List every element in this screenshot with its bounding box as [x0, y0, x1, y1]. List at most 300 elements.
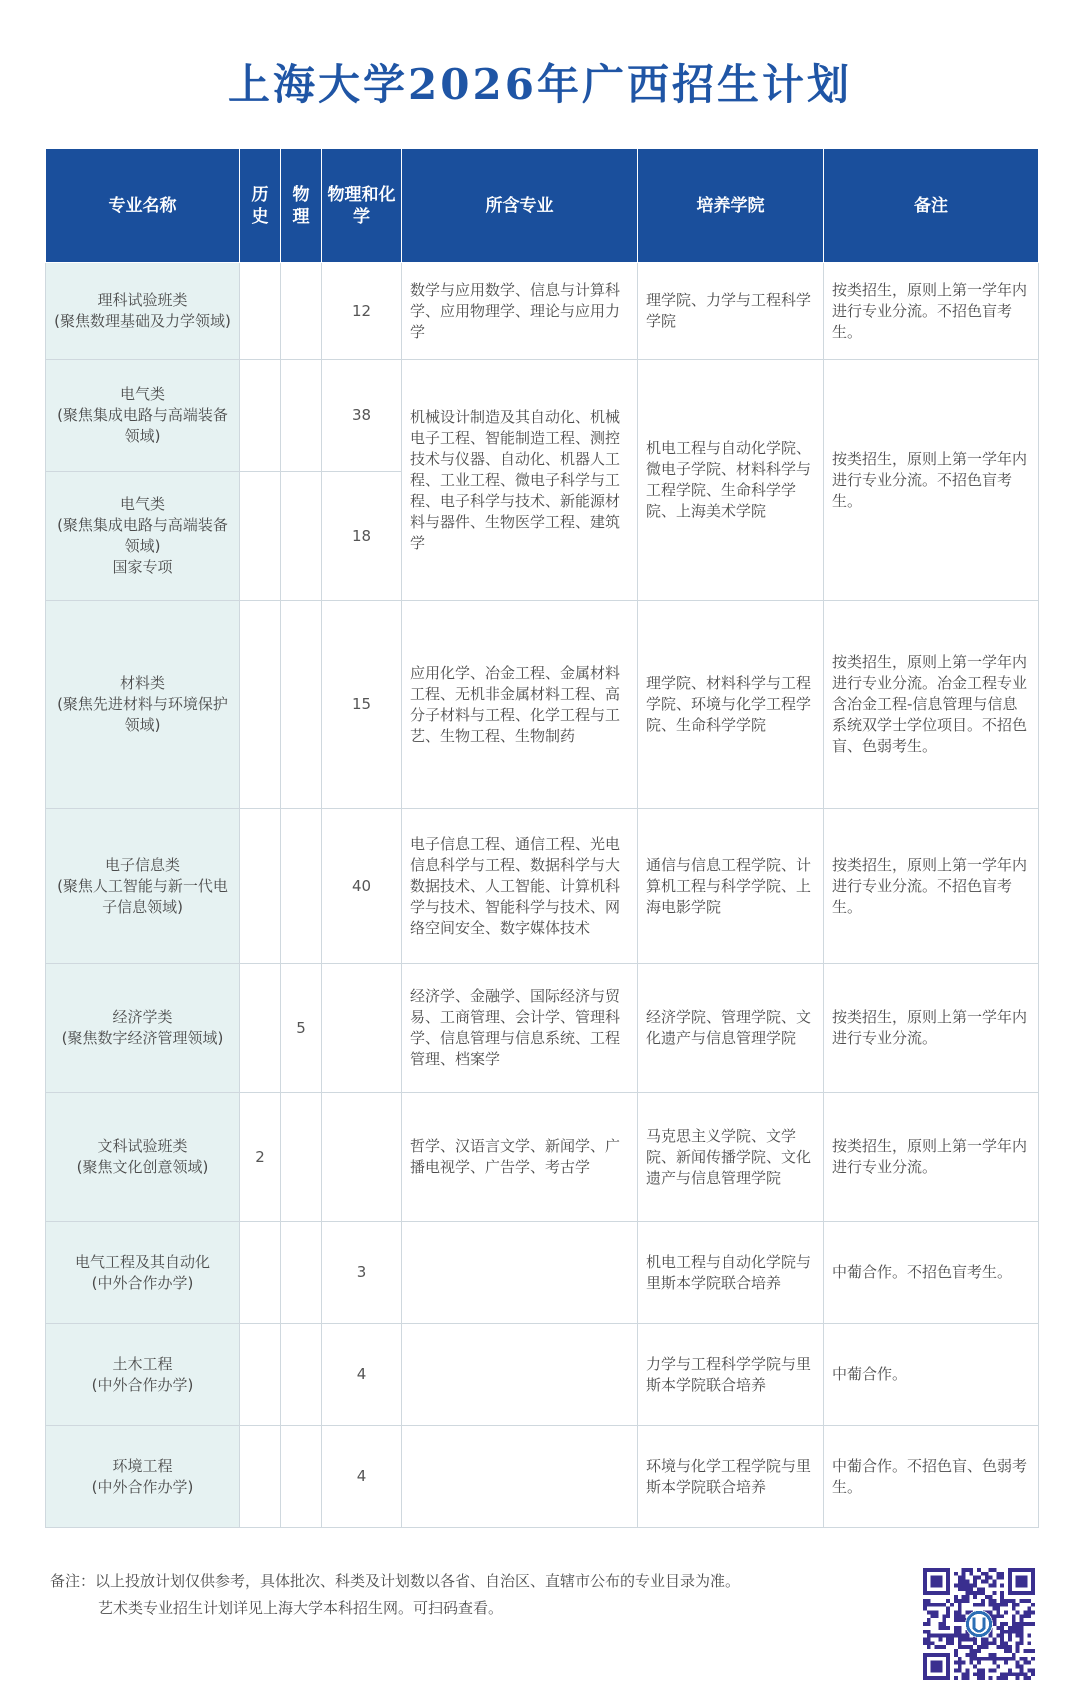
- qr-module: [993, 1599, 997, 1603]
- qr-module: [927, 1630, 931, 1634]
- qr-module: [923, 1638, 927, 1642]
- qr-module: [977, 1576, 981, 1580]
- qr-module: [973, 1591, 977, 1595]
- qr-module: [954, 1649, 958, 1653]
- college-cell: 机电工程与自动化学院与里斯本学院联合培养: [638, 1222, 824, 1324]
- qr-module: [977, 1661, 981, 1665]
- qr-module: [935, 1614, 939, 1618]
- qr-module: [942, 1614, 946, 1618]
- qr-module: [973, 1653, 977, 1657]
- qr-module: [996, 1572, 1000, 1576]
- qr-module: [954, 1572, 958, 1576]
- qr-module: [1000, 1657, 1004, 1661]
- qr-module: [1020, 1638, 1024, 1642]
- qr-module: [1016, 1649, 1020, 1653]
- qr-module: [973, 1576, 977, 1580]
- qr-module: [954, 1618, 958, 1622]
- qr-module: [1031, 1668, 1035, 1672]
- qr-module: [973, 1603, 977, 1607]
- qr-module: [973, 1665, 977, 1669]
- qr-module: [927, 1603, 931, 1607]
- qr-module: [950, 1641, 954, 1645]
- qr-module: [1020, 1657, 1024, 1661]
- qr-code-graphic: [923, 1568, 1035, 1680]
- qr-module: [962, 1634, 966, 1638]
- qr-module: [938, 1622, 942, 1626]
- qr-module: [942, 1626, 946, 1630]
- qr-module: [1004, 1622, 1008, 1626]
- qr-module: [938, 1645, 942, 1649]
- qr-module: [1004, 1661, 1008, 1665]
- majors-cell: [402, 1426, 638, 1528]
- qr-module: [985, 1657, 989, 1661]
- qr-module: [996, 1676, 1000, 1680]
- qr-module: [962, 1583, 966, 1587]
- qr-module: [977, 1591, 981, 1595]
- majors-cell: 哲学、汉语言文学、新闻学、广播电视学、广告学、考古学: [402, 1093, 638, 1222]
- qr-module: [981, 1672, 985, 1676]
- history-count: [240, 472, 281, 601]
- qr-module: [1004, 1610, 1008, 1614]
- qr-module: [977, 1645, 981, 1649]
- qr-module: [1027, 1607, 1031, 1611]
- qr-module: [942, 1622, 946, 1626]
- qr-module: [931, 1614, 935, 1618]
- row-name-cell: 材料类 (聚焦先进材料与环境保护领域): [46, 601, 240, 809]
- qr-module: [938, 1603, 942, 1607]
- qr-module: [1031, 1603, 1035, 1607]
- qr-module: [1023, 1649, 1027, 1653]
- qr-module: [1016, 1661, 1020, 1665]
- qr-module: [927, 1618, 931, 1622]
- qr-module: [938, 1634, 942, 1638]
- qr-module: [977, 1587, 981, 1591]
- qr-module: [962, 1587, 966, 1591]
- history-count: 2: [240, 1093, 281, 1222]
- qr-module: [981, 1572, 985, 1576]
- table-row: [46, 360, 1039, 472]
- qr-module: [973, 1649, 977, 1653]
- qr-module: [977, 1672, 981, 1676]
- qr-module: [1004, 1603, 1008, 1607]
- qr-module: [993, 1618, 997, 1622]
- qr-module: [993, 1657, 997, 1661]
- phys-chem-count: 4: [322, 1324, 402, 1426]
- majors-cell: 机械设计制造及其自动化、机械电子工程、智能制造工程、测控技术与仪器、自动化、机器人工程、工业工程、微电子科学与工程、电子科学与技术、新能源材料与器件、生物医学工程、建筑学: [402, 360, 638, 601]
- qr-module: [1020, 1634, 1024, 1638]
- qr-module: [923, 1599, 927, 1603]
- qr-module: [935, 1634, 939, 1638]
- college-cell: 通信与信息工程学院、计算机工程与科学学院、上海电影学院: [638, 809, 824, 964]
- qr-module: [1004, 1599, 1008, 1603]
- qr-module: [989, 1568, 993, 1572]
- qr-module: [1027, 1634, 1031, 1638]
- qr-module: [969, 1572, 973, 1576]
- qr-module: [1008, 1645, 1012, 1649]
- qr-module: [954, 1653, 958, 1657]
- qr-module: [965, 1587, 969, 1591]
- majors-cell: 电子信息工程、通信工程、光电信息科学与工程、数据科学与大数据技术、人工智能、计算机科学与技术、智能科学与技术、网络空间安全、数字媒体技术: [402, 809, 638, 964]
- qr-module: [977, 1603, 981, 1607]
- qr-module: [958, 1626, 962, 1630]
- qr-module: [981, 1676, 985, 1680]
- qr-module: [946, 1607, 950, 1611]
- remark-cell: 中葡合作。不招色盲考生。: [824, 1222, 1039, 1324]
- qr-module: [993, 1653, 997, 1657]
- qr-module: [935, 1610, 939, 1614]
- qr-module: [1000, 1572, 1004, 1576]
- majors-cell: 经济学、金融学、国际经济与贸易、工商管理、会计学、管理科学、信息管理与信息系统、工程管理、档案学: [402, 964, 638, 1093]
- physics-count: 5: [281, 964, 322, 1093]
- qr-module: [993, 1614, 997, 1618]
- qr-module: [965, 1595, 969, 1599]
- qr-module: [1027, 1614, 1031, 1618]
- qr-module: [1012, 1599, 1016, 1603]
- qr-module: [981, 1638, 985, 1642]
- qr-module: [931, 1641, 935, 1645]
- qr-module: [1020, 1614, 1024, 1618]
- qr-module: [1016, 1676, 1020, 1680]
- qr-module: [1004, 1649, 1008, 1653]
- qr-module: [989, 1668, 993, 1672]
- qr-module: [935, 1603, 939, 1607]
- qr-code-icon[interactable]: [923, 1568, 1035, 1680]
- remark-cell: 按类招生，原则上第一学年内进行专业分流。冶金工程专业含冶金工程-信息管理与信息系统双学士学位项目。不招色盲、色弱考生。: [824, 601, 1039, 809]
- qr-module: [973, 1595, 977, 1599]
- qr-module: [938, 1626, 942, 1630]
- physics-count: [281, 809, 322, 964]
- qr-module: [931, 1634, 935, 1638]
- phys-chem-count: 12: [322, 263, 402, 360]
- qr-module: [1023, 1610, 1027, 1614]
- qr-module: [969, 1653, 973, 1657]
- footnote: [50, 1568, 740, 1622]
- qr-module: [1012, 1607, 1016, 1611]
- qr-module: [996, 1657, 1000, 1661]
- table-row: [46, 601, 1039, 809]
- qr-module: [973, 1672, 977, 1676]
- phys-chem-count: 15: [322, 601, 402, 809]
- qr-module: [996, 1614, 1000, 1618]
- history-count: [240, 809, 281, 964]
- qr-module: [958, 1576, 962, 1580]
- qr-module: [958, 1638, 962, 1642]
- row-name-cell: 电子信息类 (聚焦人工智能与新一代电子信息领域): [46, 809, 240, 964]
- qr-module: [965, 1583, 969, 1587]
- qr-module: [1000, 1676, 1004, 1680]
- table-row: [46, 1324, 1039, 1426]
- phys-chem-count: [322, 1093, 402, 1222]
- qr-module: [965, 1645, 969, 1649]
- qr-module: [985, 1580, 989, 1584]
- qr-module: [1027, 1668, 1031, 1672]
- qr-module: [973, 1583, 977, 1587]
- qr-module: [1020, 1668, 1024, 1672]
- qr-module: [962, 1618, 966, 1622]
- phys-chem-count: 3: [322, 1222, 402, 1324]
- qr-module: [958, 1661, 962, 1665]
- qr-module: [954, 1583, 958, 1587]
- qr-module: [993, 1668, 997, 1672]
- qr-module: [1012, 1618, 1016, 1622]
- qr-module: [1020, 1641, 1024, 1645]
- qr-module: [942, 1645, 946, 1649]
- qr-module: [969, 1657, 973, 1661]
- qr-module: [1016, 1665, 1020, 1669]
- qr-module: [954, 1668, 958, 1672]
- table-row: [46, 964, 1039, 1093]
- qr-module: [962, 1599, 966, 1603]
- qr-module: [1020, 1630, 1024, 1634]
- qr-module: [962, 1661, 966, 1665]
- enrollment-plan-table: [45, 149, 1039, 1528]
- qr-module: [1000, 1634, 1004, 1638]
- qr-module: [989, 1641, 993, 1645]
- phys-chem-count: 4: [322, 1426, 402, 1528]
- qr-module: [989, 1599, 993, 1603]
- qr-module: [1000, 1645, 1004, 1649]
- qr-module: [965, 1599, 969, 1603]
- qr-module: [1031, 1657, 1035, 1661]
- qr-module: [989, 1603, 993, 1607]
- qr-module: [981, 1599, 985, 1603]
- history-count: [240, 263, 281, 360]
- qr-module: [969, 1591, 973, 1595]
- history-count: [240, 601, 281, 809]
- qr-module: [938, 1638, 942, 1642]
- qr-module: [958, 1580, 962, 1584]
- remark-cell: 按类招生，原则上第一学年内进行专业分流。: [824, 964, 1039, 1093]
- qr-module: [993, 1641, 997, 1645]
- qr-module: [981, 1587, 985, 1591]
- qr-module: [1031, 1672, 1035, 1676]
- qr-module: [993, 1591, 997, 1595]
- qr-module: [1023, 1614, 1027, 1618]
- qr-module: [1027, 1641, 1031, 1645]
- qr-module: [1000, 1591, 1004, 1595]
- row-name-cell: 理科试验班类 (聚焦数理基础及力学领域): [46, 263, 240, 360]
- qr-module: [1004, 1657, 1008, 1661]
- qr-module: [927, 1610, 931, 1614]
- qr-module: [1012, 1672, 1016, 1676]
- table-row: [46, 263, 1039, 360]
- qr-module: [977, 1668, 981, 1672]
- qr-module: [962, 1580, 966, 1584]
- qr-module: [965, 1634, 969, 1638]
- physics-count: [281, 360, 322, 472]
- qr-module: [1027, 1649, 1031, 1653]
- qr-module: [1023, 1672, 1027, 1676]
- qr-module: [1020, 1672, 1024, 1676]
- qr-module: [1000, 1638, 1004, 1642]
- header-history: 历史: [240, 149, 281, 263]
- qr-module: [1031, 1622, 1035, 1626]
- qr-module: [1020, 1599, 1024, 1603]
- qr-module: [958, 1583, 962, 1587]
- qr-module: [996, 1634, 1000, 1638]
- qr-module: [1020, 1665, 1024, 1669]
- qr-module: [1008, 1638, 1012, 1642]
- qr-module: [954, 1661, 958, 1665]
- qr-module: [981, 1657, 985, 1661]
- qr-module: [923, 1630, 927, 1634]
- qr-module: [1023, 1599, 1027, 1603]
- majors-cell: 数学与应用数学、信息与计算科学、应用物理学、理论与应用力学: [402, 263, 638, 360]
- qr-module: [977, 1676, 981, 1680]
- row-name-cell: 土木工程 (中外合作办学): [46, 1324, 240, 1426]
- qr-module: [927, 1599, 931, 1603]
- physics-count: [281, 601, 322, 809]
- qr-module: [973, 1657, 977, 1661]
- qr-module: [993, 1603, 997, 1607]
- qr-module: [962, 1676, 966, 1680]
- qr-module: [996, 1665, 1000, 1669]
- physics-count: [281, 1222, 322, 1324]
- qr-module: [958, 1668, 962, 1672]
- qr-module: [962, 1614, 966, 1618]
- qr-module: [1016, 1622, 1020, 1626]
- qr-module: [996, 1603, 1000, 1607]
- qr-module: [962, 1572, 966, 1576]
- qr-module: [958, 1657, 962, 1661]
- qr-module: [1000, 1595, 1004, 1599]
- qr-module: [1004, 1672, 1008, 1676]
- physics-count: [281, 472, 322, 601]
- qr-module: [985, 1572, 989, 1576]
- qr-module: [927, 1634, 931, 1638]
- qr-module: [989, 1634, 993, 1638]
- row-name-cell: 文科试验班类 (聚焦文化创意领域): [46, 1093, 240, 1222]
- history-count: [240, 1222, 281, 1324]
- qr-module: [954, 1634, 958, 1638]
- qr-module: [977, 1568, 981, 1572]
- qr-module: [1008, 1599, 1012, 1603]
- header-remark: 备注: [824, 149, 1039, 263]
- qr-module: [1000, 1603, 1004, 1607]
- table-row: [46, 1093, 1039, 1222]
- page-title: 上海大学2026年广西招生计划: [228, 60, 852, 109]
- majors-cell: 应用化学、冶金工程、金属材料工程、无机非金属材料工程、高分子材料与工程、化学工程与工艺、生物工程、生物制药: [402, 601, 638, 809]
- qr-module: [946, 1638, 950, 1642]
- qr-module: [1016, 1610, 1020, 1614]
- qr-module: [1020, 1622, 1024, 1626]
- qr-module: [1012, 1657, 1016, 1661]
- qr-module: [958, 1610, 962, 1614]
- qr-module: [1012, 1630, 1016, 1634]
- college-cell: 马克思主义学院、文学院、新闻传播学院、文化遗产与信息管理学院: [638, 1093, 824, 1222]
- qr-module: [965, 1638, 969, 1642]
- header-majors: 所含专业: [402, 149, 638, 263]
- qr-module: [989, 1676, 993, 1680]
- qr-module: [989, 1595, 993, 1599]
- college-cell: 经济学院、管理学院、文化遗产与信息管理学院: [638, 964, 824, 1093]
- history-count: [240, 1324, 281, 1426]
- remark-cell: 按类招生，原则上第一学年内进行专业分流。不招色盲考生。: [824, 360, 1039, 601]
- qr-module: [1016, 1672, 1020, 1676]
- qr-module: [965, 1668, 969, 1672]
- qr-module: [1004, 1630, 1008, 1634]
- qr-module: [981, 1603, 985, 1607]
- qr-module: [958, 1634, 962, 1638]
- qr-module: [989, 1657, 993, 1661]
- qr-module: [958, 1587, 962, 1591]
- qr-module: [1031, 1610, 1035, 1614]
- qr-module: [958, 1599, 962, 1603]
- qr-module: [1000, 1630, 1004, 1634]
- qr-module: [981, 1645, 985, 1649]
- qr-module: [993, 1622, 997, 1626]
- qr-module: [993, 1568, 997, 1572]
- college-cell: 理学院、材料科学与工程学院、环境与化学工程学院、生命科学学院: [638, 601, 824, 809]
- qr-module: [969, 1645, 973, 1649]
- qr-module: [1008, 1657, 1012, 1661]
- row-name-cell: 电气类 (聚焦集成电路与高端装备领域) 国家专项: [46, 472, 240, 601]
- qr-module: [1016, 1630, 1020, 1634]
- qr-module: [1027, 1676, 1031, 1680]
- phys-chem-count: 40: [322, 809, 402, 964]
- qr-module: [981, 1641, 985, 1645]
- qr-module: [965, 1672, 969, 1676]
- qr-module: [1000, 1622, 1004, 1626]
- phys-chem-count: 38: [322, 360, 402, 472]
- history-count: [240, 964, 281, 1093]
- college-cell: 环境与化学工程学院与里斯本学院联合培养: [638, 1426, 824, 1528]
- qr-module: [1020, 1626, 1024, 1630]
- remark-cell: 中葡合作。: [824, 1324, 1039, 1426]
- qr-module: [1012, 1603, 1016, 1607]
- qr-module: [954, 1626, 958, 1630]
- qr-module: [1012, 1626, 1016, 1630]
- physics-count: [281, 1324, 322, 1426]
- qr-module: [1008, 1634, 1012, 1638]
- qr-module: [958, 1641, 962, 1645]
- qr-module: [969, 1649, 973, 1653]
- qr-module: [996, 1645, 1000, 1649]
- qr-module: [993, 1583, 997, 1587]
- qr-module: [958, 1614, 962, 1618]
- qr-module: [1023, 1622, 1027, 1626]
- college-cell: 力学与工程科学学院与里斯本学院联合培养: [638, 1324, 824, 1426]
- majors-cell: [402, 1222, 638, 1324]
- qr-module: [969, 1661, 973, 1665]
- qr-module: [958, 1630, 962, 1634]
- qr-module: [965, 1676, 969, 1680]
- qr-module: [993, 1580, 997, 1584]
- table-row: [46, 1426, 1039, 1528]
- qr-module: [954, 1614, 958, 1618]
- physics-count: [281, 1093, 322, 1222]
- qr-module: [1004, 1676, 1008, 1680]
- qr-module: [950, 1634, 954, 1638]
- qr-module: [923, 1607, 927, 1611]
- qr-module: [1027, 1599, 1031, 1603]
- qr-module: [1008, 1649, 1012, 1653]
- remark-cell: 按类招生，原则上第一学年内进行专业分流。: [824, 1093, 1039, 1222]
- remark-cell: 按类招生，原则上第一学年内进行专业分流。不招色盲考生。: [824, 809, 1039, 964]
- qr-module: [946, 1599, 950, 1603]
- qr-module: [996, 1576, 1000, 1580]
- qr-module: [981, 1580, 985, 1584]
- qr-module: [942, 1603, 946, 1607]
- qr-module: [981, 1591, 985, 1595]
- qr-module: [954, 1599, 958, 1603]
- qr-module: [923, 1622, 927, 1626]
- qr-module: [946, 1641, 950, 1645]
- history-count: [240, 360, 281, 472]
- qr-module: [927, 1622, 931, 1626]
- qr-module: [996, 1607, 1000, 1611]
- qr-module: [962, 1568, 966, 1572]
